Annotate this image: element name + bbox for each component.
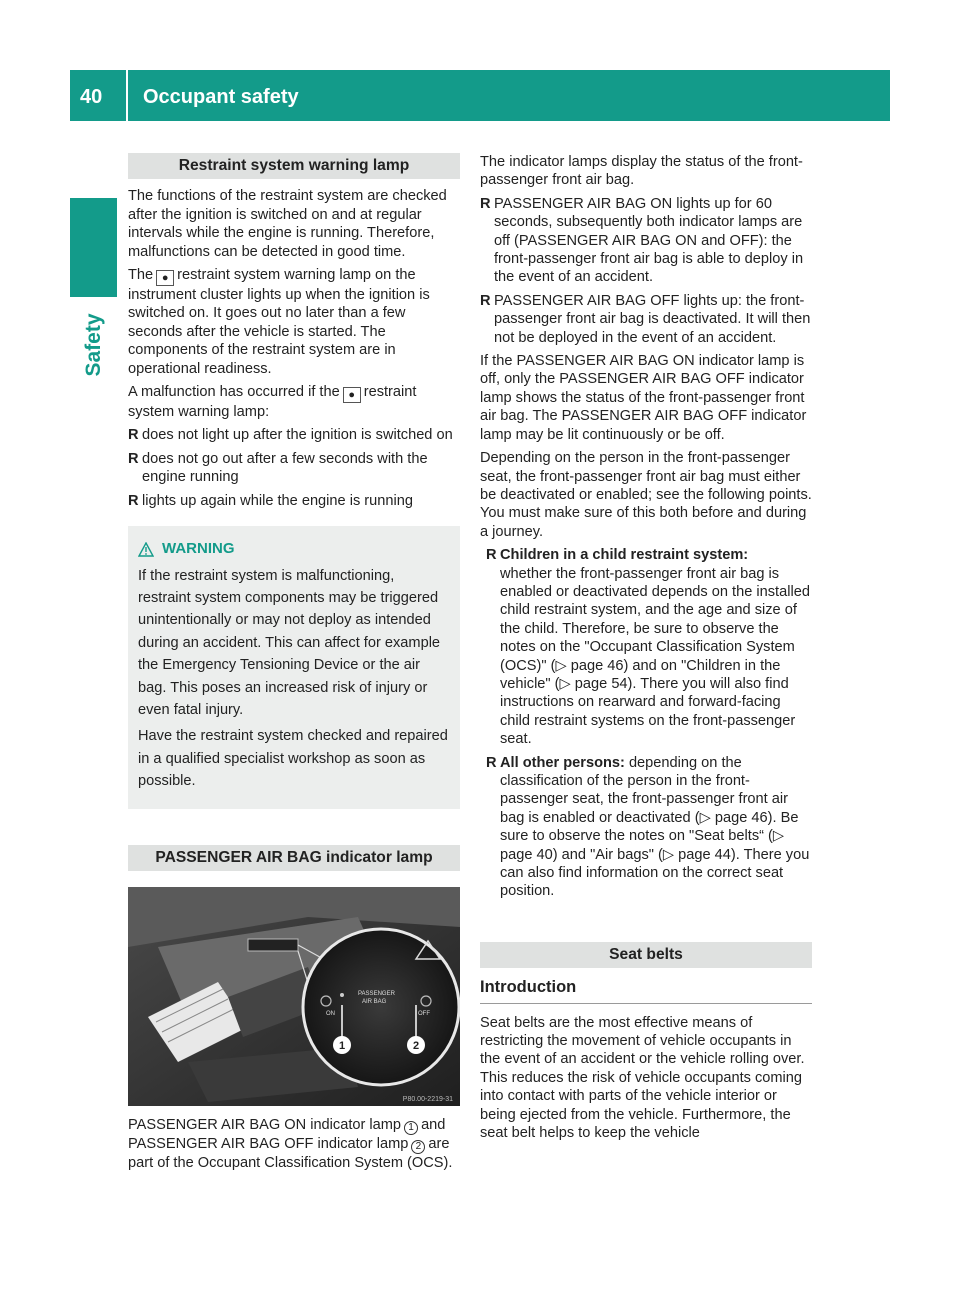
list-item-text: depending on the classification of the person in the front-passenger seat, the front-passenger front air bag is enabled or deactivated (▷ page 46). Be sure to observe the notes on "Seat belts“ (▷ page 40) and "Air bags" (▷ page 44). There you can also find information on the correct seat position.	[500, 754, 810, 900]
side-label-text: Safety	[81, 313, 105, 377]
list-item-bold: Children in a child restraint system:	[500, 547, 749, 564]
text: restraint system warning lamp on the instrument cluster lights up when the ignition is switched on. It goes out no later than a few seconds after the vehicle is started. The components of the restraint system are in operational readiness.	[128, 267, 430, 377]
paragraph: The indicator lamps display the status of the front-passenger front air bag.	[480, 154, 803, 189]
list-item-text: does not go out after a few seconds with the engine running	[142, 450, 428, 486]
airbag-warning-icon: ●	[156, 270, 174, 286]
photo-label-off: OFF	[418, 1010, 430, 1017]
warning-title	[138, 538, 450, 560]
section-heading-passenger-airbag: PASSENGER AIR BAG indicator lamp	[128, 845, 460, 871]
bullet-icon: R	[486, 754, 497, 771]
spacer	[480, 906, 812, 942]
side-label	[70, 305, 117, 385]
text: restraint system warning lamp:	[128, 384, 417, 421]
bullet-icon: R	[128, 450, 139, 467]
list-item	[486, 546, 812, 748]
bullet-list	[128, 426, 460, 510]
bullet-icon: R	[480, 292, 491, 309]
text: are part of the Occupant Classification System (OCS).	[128, 1135, 453, 1171]
list-item	[128, 426, 460, 444]
text: PASSENGER AIR BAG ON indicator lamp	[128, 1116, 402, 1133]
paragraph: The functions of the restraint system are checked after the ignition is switched on and at regular intervals while the engine is running. Therefore, malfunctions can be detected in good time.	[128, 188, 447, 260]
paragraph	[128, 383, 460, 421]
bullet-icon: R	[480, 195, 491, 212]
warning-paragraph: Have the restraint system checked and repaired in a qualified specialist workshop as soon as possible.	[138, 728, 448, 790]
bullet-icon: R	[128, 492, 139, 509]
list-item-text: lights up again while the engine is running	[142, 492, 413, 509]
text: A malfunction has occurred if the	[128, 384, 340, 401]
bullet-icon: R	[128, 427, 139, 444]
bullet-list	[480, 195, 812, 347]
list-item-text: whether the front-passenger front air bag is enabled or deactivated depends on the installed child restraint system, and the age and size of the child. Therefore, be sure to observe the notes on the "Occupant Classification System (OCS)" (▷ page 46) and on "Children in the vehicle" (▷ page 54). There you will also find instructions on rearward and forward-facing child restraint systems on the front-passenger seat.	[500, 565, 810, 748]
left-column	[128, 153, 460, 1177]
callout-1-icon: 1	[404, 1121, 418, 1135]
callout-2-icon: 2	[411, 1140, 425, 1154]
photo-label-airbag: AIR BAG	[362, 998, 387, 1005]
warning-paragraph: If the restraint system is malfunctioning, restraint system components may be triggered unintentionally or may not deploy as intended during an accident. This can affect for example the Emergency Tensioning Device or the air bag. This poses an increased risk of injury or even fatal injury.	[138, 567, 441, 718]
paragraph: Depending on the person in the front-passenger seat, the front-passenger front air bag must either be deactivated or enabled; see the following points. You must make sure of this both before and during a journey.	[480, 450, 812, 540]
photo-code: P80.00-2219-31	[402, 1095, 453, 1103]
photo-illustration	[128, 887, 460, 1106]
warning-title-text: WARNING	[162, 540, 235, 558]
list-item	[480, 292, 812, 347]
paragraph: If the PASSENGER AIR BAG ON indicator lamp is off, only the PASSENGER AIR BAG OFF indicator lamp shows the status of the front-passenger front air bag. The PASSENGER AIR BAG OFF indicator lamp may be lit continuously or be off.	[480, 353, 807, 443]
warning-box	[128, 526, 460, 808]
photo-label-on: ON	[326, 1010, 335, 1017]
text: The	[128, 267, 154, 284]
list-item-text: PASSENGER AIR BAG OFF lights up: the front-passenger front air bag is deactivated. It will then not be deployed in the event of an accident.	[494, 292, 811, 346]
header-divider	[126, 70, 128, 121]
page-title: Occupant safety	[143, 86, 299, 108]
warning-triangle-icon	[138, 542, 154, 557]
list-item-bold: All other persons:	[500, 754, 625, 771]
subheading-introduction: Introduction	[480, 978, 812, 1003]
list-item-text: does not light up after the ignition is switched on	[142, 427, 453, 444]
list-item	[486, 754, 812, 901]
list-item	[128, 450, 460, 487]
list-item	[480, 195, 812, 287]
section-heading-seat-belts: Seat belts	[480, 942, 812, 968]
list-item	[128, 492, 460, 510]
photo-label-passenger: PASSENGER	[358, 990, 395, 997]
right-column	[480, 153, 812, 1148]
section-heading-restraint-lamp: Restraint system warning lamp	[128, 153, 460, 179]
spacer	[128, 809, 460, 845]
side-tab	[70, 198, 117, 297]
text: and PASSENGER AIR BAG OFF indicator lamp	[128, 1116, 446, 1152]
airbag-indicator-photo	[128, 887, 460, 1106]
paragraph	[128, 266, 460, 378]
bullet-list	[480, 546, 812, 901]
list-item-text: PASSENGER AIR BAG ON lights up for 60 seconds, subsequently both indicator lamps are off (PASSENGER AIR BAG ON and OFF): the front-passenger front air bag is able to deploy in the event of an accident.	[494, 195, 804, 286]
callout-1: 1	[338, 1039, 346, 1052]
paragraph: Seat belts are the most effective means of restricting the movement of vehicle occupants in the event of an accident or the vehicle rolling over. This reduces the risk of vehicle occupants coming into contact with parts of the vehicle interior or being ejected from the vehicle. Furthermore, the seat belt helps to keep the vehicle	[480, 1014, 805, 1142]
bullet-icon: R	[486, 547, 497, 564]
airbag-warning-icon: ●	[343, 387, 361, 403]
page-number: 40	[80, 86, 103, 108]
photo-caption	[128, 1116, 460, 1172]
callout-2: 2	[412, 1039, 420, 1052]
